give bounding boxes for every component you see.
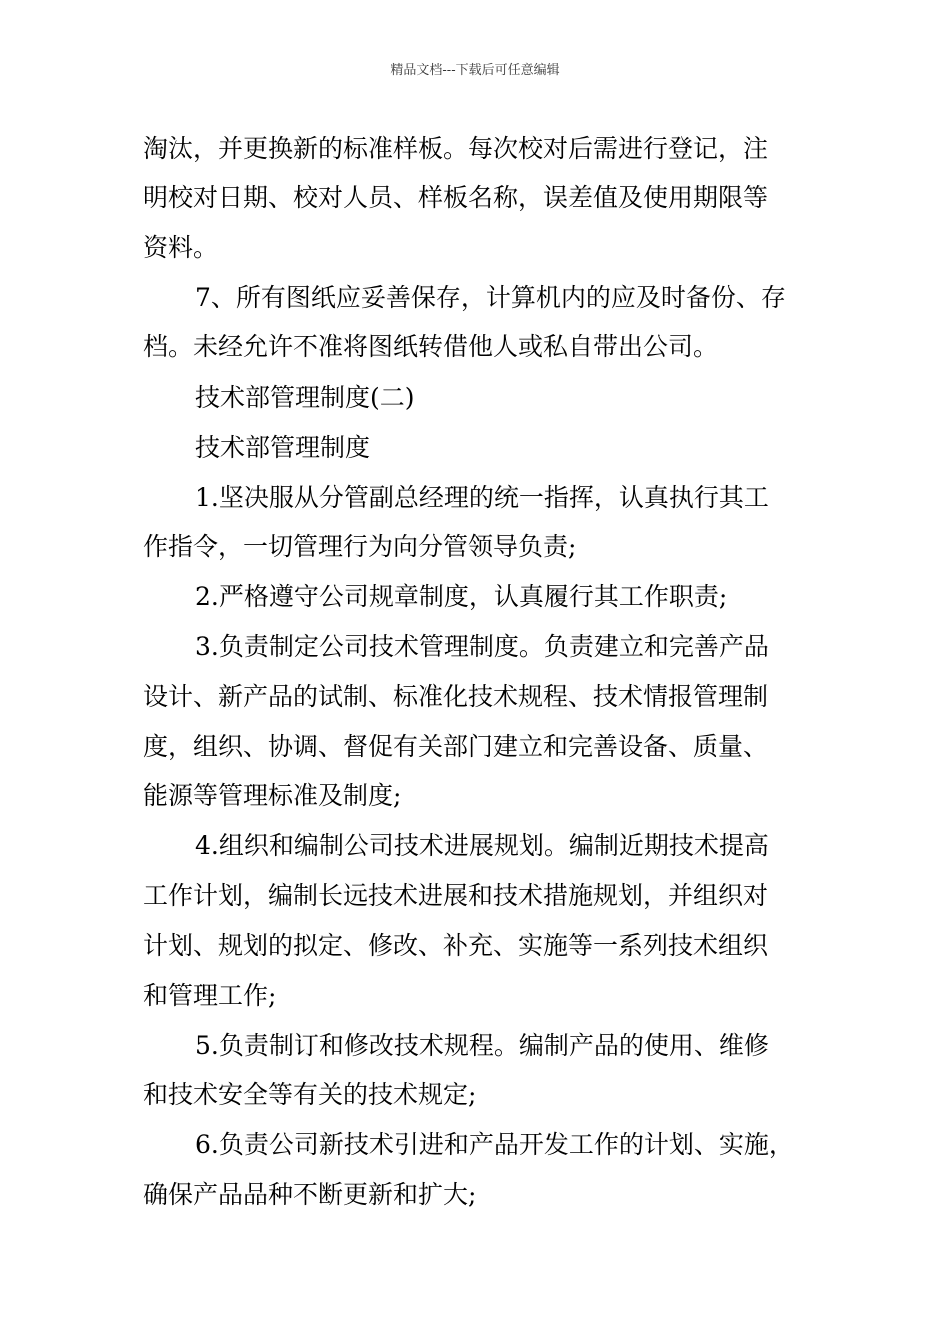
body-line: 4.组织和编制公司技术进展规划。编制近期技术提高 (195, 831, 769, 860)
body-line: 明校对日期、校对人员、样板名称，误差值及使用期限等 (143, 183, 769, 212)
body-line: 2.严格遵守公司规章制度，认真履行其工作职责; (195, 582, 728, 611)
body-line: 和技术安全等有关的技术规定; (143, 1080, 477, 1109)
body-line: 设计、新产品的试制、标准化技术规程、技术情报管理制 (143, 682, 769, 711)
body-line: 3.负责制定公司技术管理制度。负责建立和完善产品 (195, 632, 769, 661)
body-line: 5.负责制订和修改技术规程。编制产品的使用、维修 (195, 1031, 769, 1060)
section-title: 技术部管理制度 (195, 433, 371, 462)
body-line: 6.负责公司新技术引进和产品开发工作的计划、实施， (195, 1130, 794, 1159)
section-heading: 技术部管理制度(二) (195, 383, 415, 412)
body-line: 工作计划，编制长远技术进展和技术措施规划，并组织对 (143, 881, 769, 910)
body-line: 资料。 (143, 233, 219, 262)
body-line: 档。未经允许不准将图纸转借他人或私自带出公司。 (143, 332, 719, 361)
body-line: 能源等管理标准及制度; (143, 781, 402, 810)
body-line: 淘汰，并更换新的标准样板。每次校对后需进行登记，注 (143, 134, 769, 163)
body-line: 作指令，一切管理行为向分管领导负责; (143, 532, 577, 561)
body-line: 7、所有图纸应妥善保存，计算机内的应及时备份、存 (195, 283, 786, 312)
body-line: 度，组织、协调、督促有关部门建立和完善设备、质量、 (143, 732, 769, 761)
body-line: 和管理工作; (143, 981, 277, 1010)
body-line: 确保产品品种不断更新和扩大; (143, 1180, 477, 1209)
body-line: 1.坚决服从分管副总经理的统一指挥，认真执行其工 (195, 483, 769, 512)
page-header: 精品文档---下载后可任意编辑 (390, 63, 560, 78)
body-line: 计划、规划的拟定、修改、补充、实施等一系列技术组织 (143, 931, 769, 960)
